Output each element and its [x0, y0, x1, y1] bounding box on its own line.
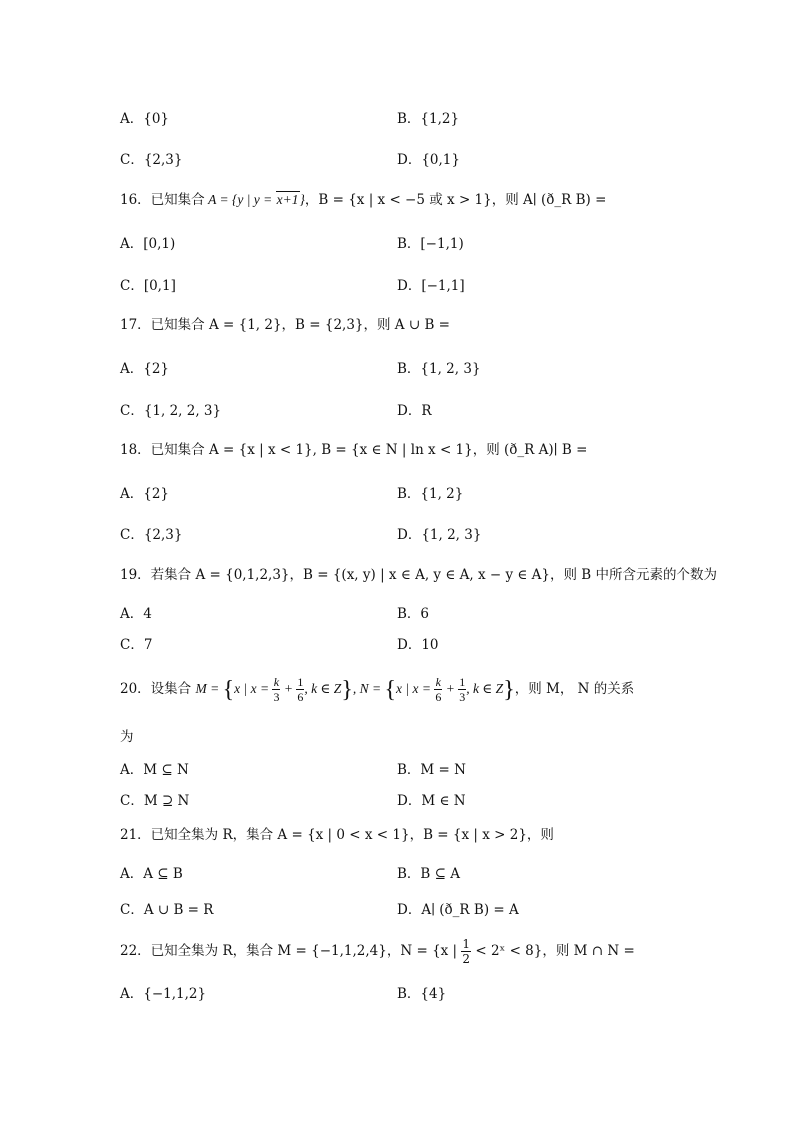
q21-option-a: A．A ⊆ B: [120, 866, 183, 882]
q18-option-c: C．{2,3}: [120, 527, 183, 543]
question-16-stem: 16．已知集合 A = {y | y = x+1}，B = {x | x < −5 或 x > 1}，则 A∣ (ð_R B) =: [120, 192, 607, 208]
q19-option-a: A．4: [120, 606, 152, 622]
q20-option-a: A．M ⊆ N: [120, 762, 189, 778]
q20-option-b: B．M = N: [397, 762, 466, 778]
option-d: D．{0,1}: [397, 152, 460, 168]
q21-option-b: B．B ⊆ A: [397, 866, 460, 882]
q17-option-b: B．{1, 2, 3}: [397, 361, 481, 377]
question-18-stem: 18．已知集合 A = {x | x < 1}, B = {x ∈ N | ln x < 1}，则 (ð_R A)∣ B =: [120, 442, 588, 458]
q16-option-d: D．[−1,1]: [397, 278, 465, 294]
q17-option-a: A．{2}: [120, 361, 170, 377]
question-20-stem: 20．设集合 M = {x | x = $\frac{k}{3}$ + $\frac{1}{6}$ , k ∈ Z}, N = {x | x = $\frac{k}{6}$ + $\frac{1}{3}$ , k ∈ Z}，则 M， N 的关系: [120, 675, 635, 705]
q18-option-d: D．{1, 2, 3}: [397, 527, 482, 543]
question-21-stem: 21．已知全集为 R，集合 A = {x | 0 < x < 1}，B = {x | x > 2}，则: [120, 827, 554, 843]
q16-option-b: B．[−1,1): [397, 236, 464, 252]
question-20-stem-cont: 为: [120, 729, 134, 745]
option-a: A．{0}: [120, 111, 170, 127]
option-c: C．{2,3}: [120, 152, 183, 168]
q18-option-b: B．{1, 2}: [397, 486, 464, 502]
question-19-stem: 19．若集合 A = {0,1,2,3}，B = {(x, y) | x ∈ A, y ∈ A, x − y ∈ A}，则 B 中所含元素的个数为: [120, 567, 718, 583]
question-17-stem: 17．已知集合 A = {1, 2}，B = {2,3}，则 A ∪ B =: [120, 317, 450, 333]
q22-option-a: A．{−1,1,2}: [120, 986, 207, 1002]
q20-option-c: C．M ⊇ N: [120, 793, 190, 809]
q19-option-d: D．10: [397, 637, 439, 653]
q16-option-a: A．[0,1): [120, 236, 176, 252]
q21-option-c: C．A ∪ B = R: [120, 902, 214, 918]
q22-option-b: B．{4}: [397, 986, 447, 1002]
q20-option-d: D．M ∈ N: [397, 793, 466, 809]
q17-option-c: C．{1, 2, 2, 3}: [120, 403, 222, 419]
q19-option-b: B．6: [397, 606, 430, 622]
option-b: B．{1,2}: [397, 111, 460, 127]
q19-option-c: C．7: [120, 637, 153, 653]
q17-option-d: D．R: [397, 403, 432, 419]
q18-option-a: A．{2}: [120, 486, 170, 502]
question-22-stem: 22．已知全集为 R，集合 M = {−1,1,2,4}，N = {x | $\frac{1}{2}$ < 2ˣ < 8}，则 M ∩ N =: [120, 937, 635, 966]
q16-option-c: C．[0,1]: [120, 278, 176, 294]
q21-option-d: D．A∣ (ð_R B) = A: [397, 902, 519, 918]
